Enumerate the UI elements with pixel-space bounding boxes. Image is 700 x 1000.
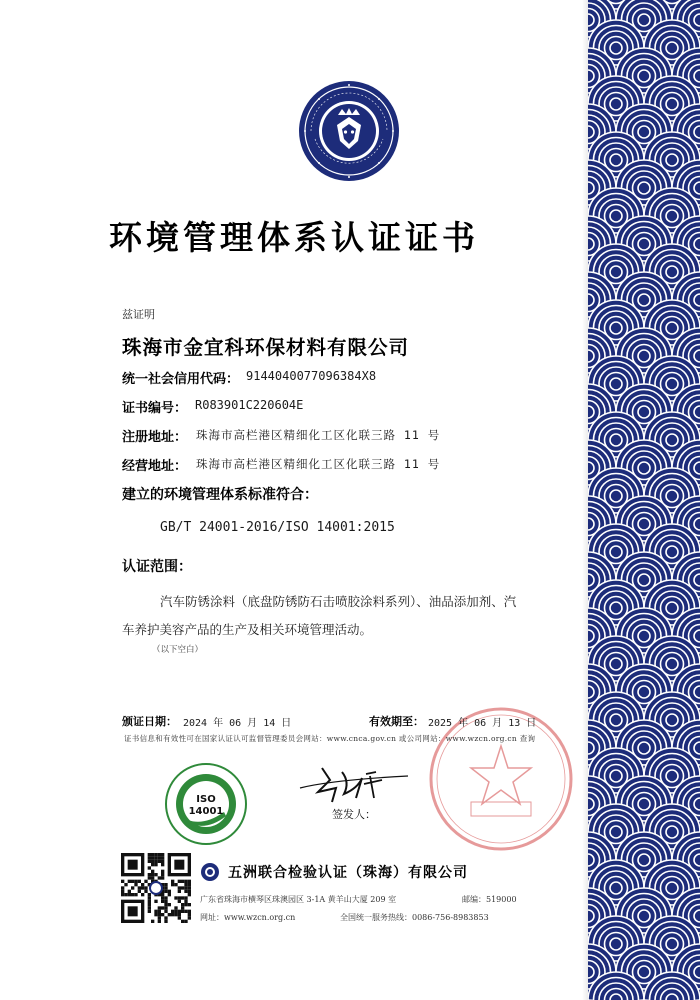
issuer-address: 广东省珠海市横琴区珠澳园区 3-1A 黄羊山大厦 209 室 (200, 895, 397, 904)
standard-heading: 建立的环境管理体系标准符合： (122, 487, 318, 503)
intro-text: 兹证明 (122, 308, 155, 321)
operating-address-label: 经营地址： (122, 459, 188, 474)
verification-note: 证书信息和有效性可在国家认证认可监督管理委员会网站：www.cnca.gov.cn 或公司网站：www.wzcn.org.cn 查询 (124, 734, 536, 743)
issuer-website: 网址：www.wzcn.org.cn (200, 913, 296, 922)
certification-body-logo (297, 79, 401, 183)
issue-date-label: 颁证日期： (122, 715, 177, 728)
issuer-name: 五洲联合检验认证（珠海）有限公司 (228, 865, 468, 881)
qr-code[interactable] (121, 853, 191, 923)
scope-line-2: 车养护美容产品的生产及相关环境管理活动。 (122, 622, 373, 637)
operating-address-value: 珠海市高栏港区精细化工区化联三路 11 号 (196, 457, 441, 471)
registered-address-value: 珠海市高栏港区精细化工区化联三路 11 号 (196, 428, 441, 442)
issuer-hotline: 全国统一服务热线：0086-756-8983853 (340, 913, 489, 922)
cert-number-label: 证书编号： (122, 401, 188, 416)
scope-line-1: 汽车防锈涂料（底盘防锈防石击喷胶涂料系列）、油品添加剂、汽 (160, 594, 517, 609)
valid-until-value: 2025 年 06 月 13 日 (428, 718, 537, 729)
decorative-wave-border (588, 0, 700, 1000)
credit-code-value: 9144040077096384X8 (246, 369, 377, 383)
handwritten-signature (292, 758, 412, 810)
iso-badge-line-2: 14001 (188, 806, 224, 817)
cert-number-value: R083901C220604E (195, 398, 304, 412)
certificate-title: 环境管理体系认证证书 (109, 218, 479, 257)
standard-value: GB/T 24001-2016/ISO 14001:2015 (160, 520, 395, 535)
blank-below-note: （以下空白） (152, 645, 204, 655)
scope-heading: 认证范围： (122, 559, 192, 575)
signer-label: 签发人： (332, 808, 376, 821)
valid-until-label: 有效期至： (369, 715, 424, 728)
registered-address-label: 注册地址： (122, 430, 188, 445)
iso-badge-line-1: ISO (196, 794, 216, 805)
iso-14001-badge (164, 762, 248, 846)
company-name: 珠海市金宜科环保材料有限公司 (122, 336, 410, 359)
issuer-logo-icon (200, 862, 220, 882)
issuer-postcode: 邮编：519000 (462, 895, 517, 904)
credit-code-label: 统一社会信用代码： (122, 372, 240, 387)
issue-date-value: 2024 年 06 月 14 日 (183, 718, 292, 729)
